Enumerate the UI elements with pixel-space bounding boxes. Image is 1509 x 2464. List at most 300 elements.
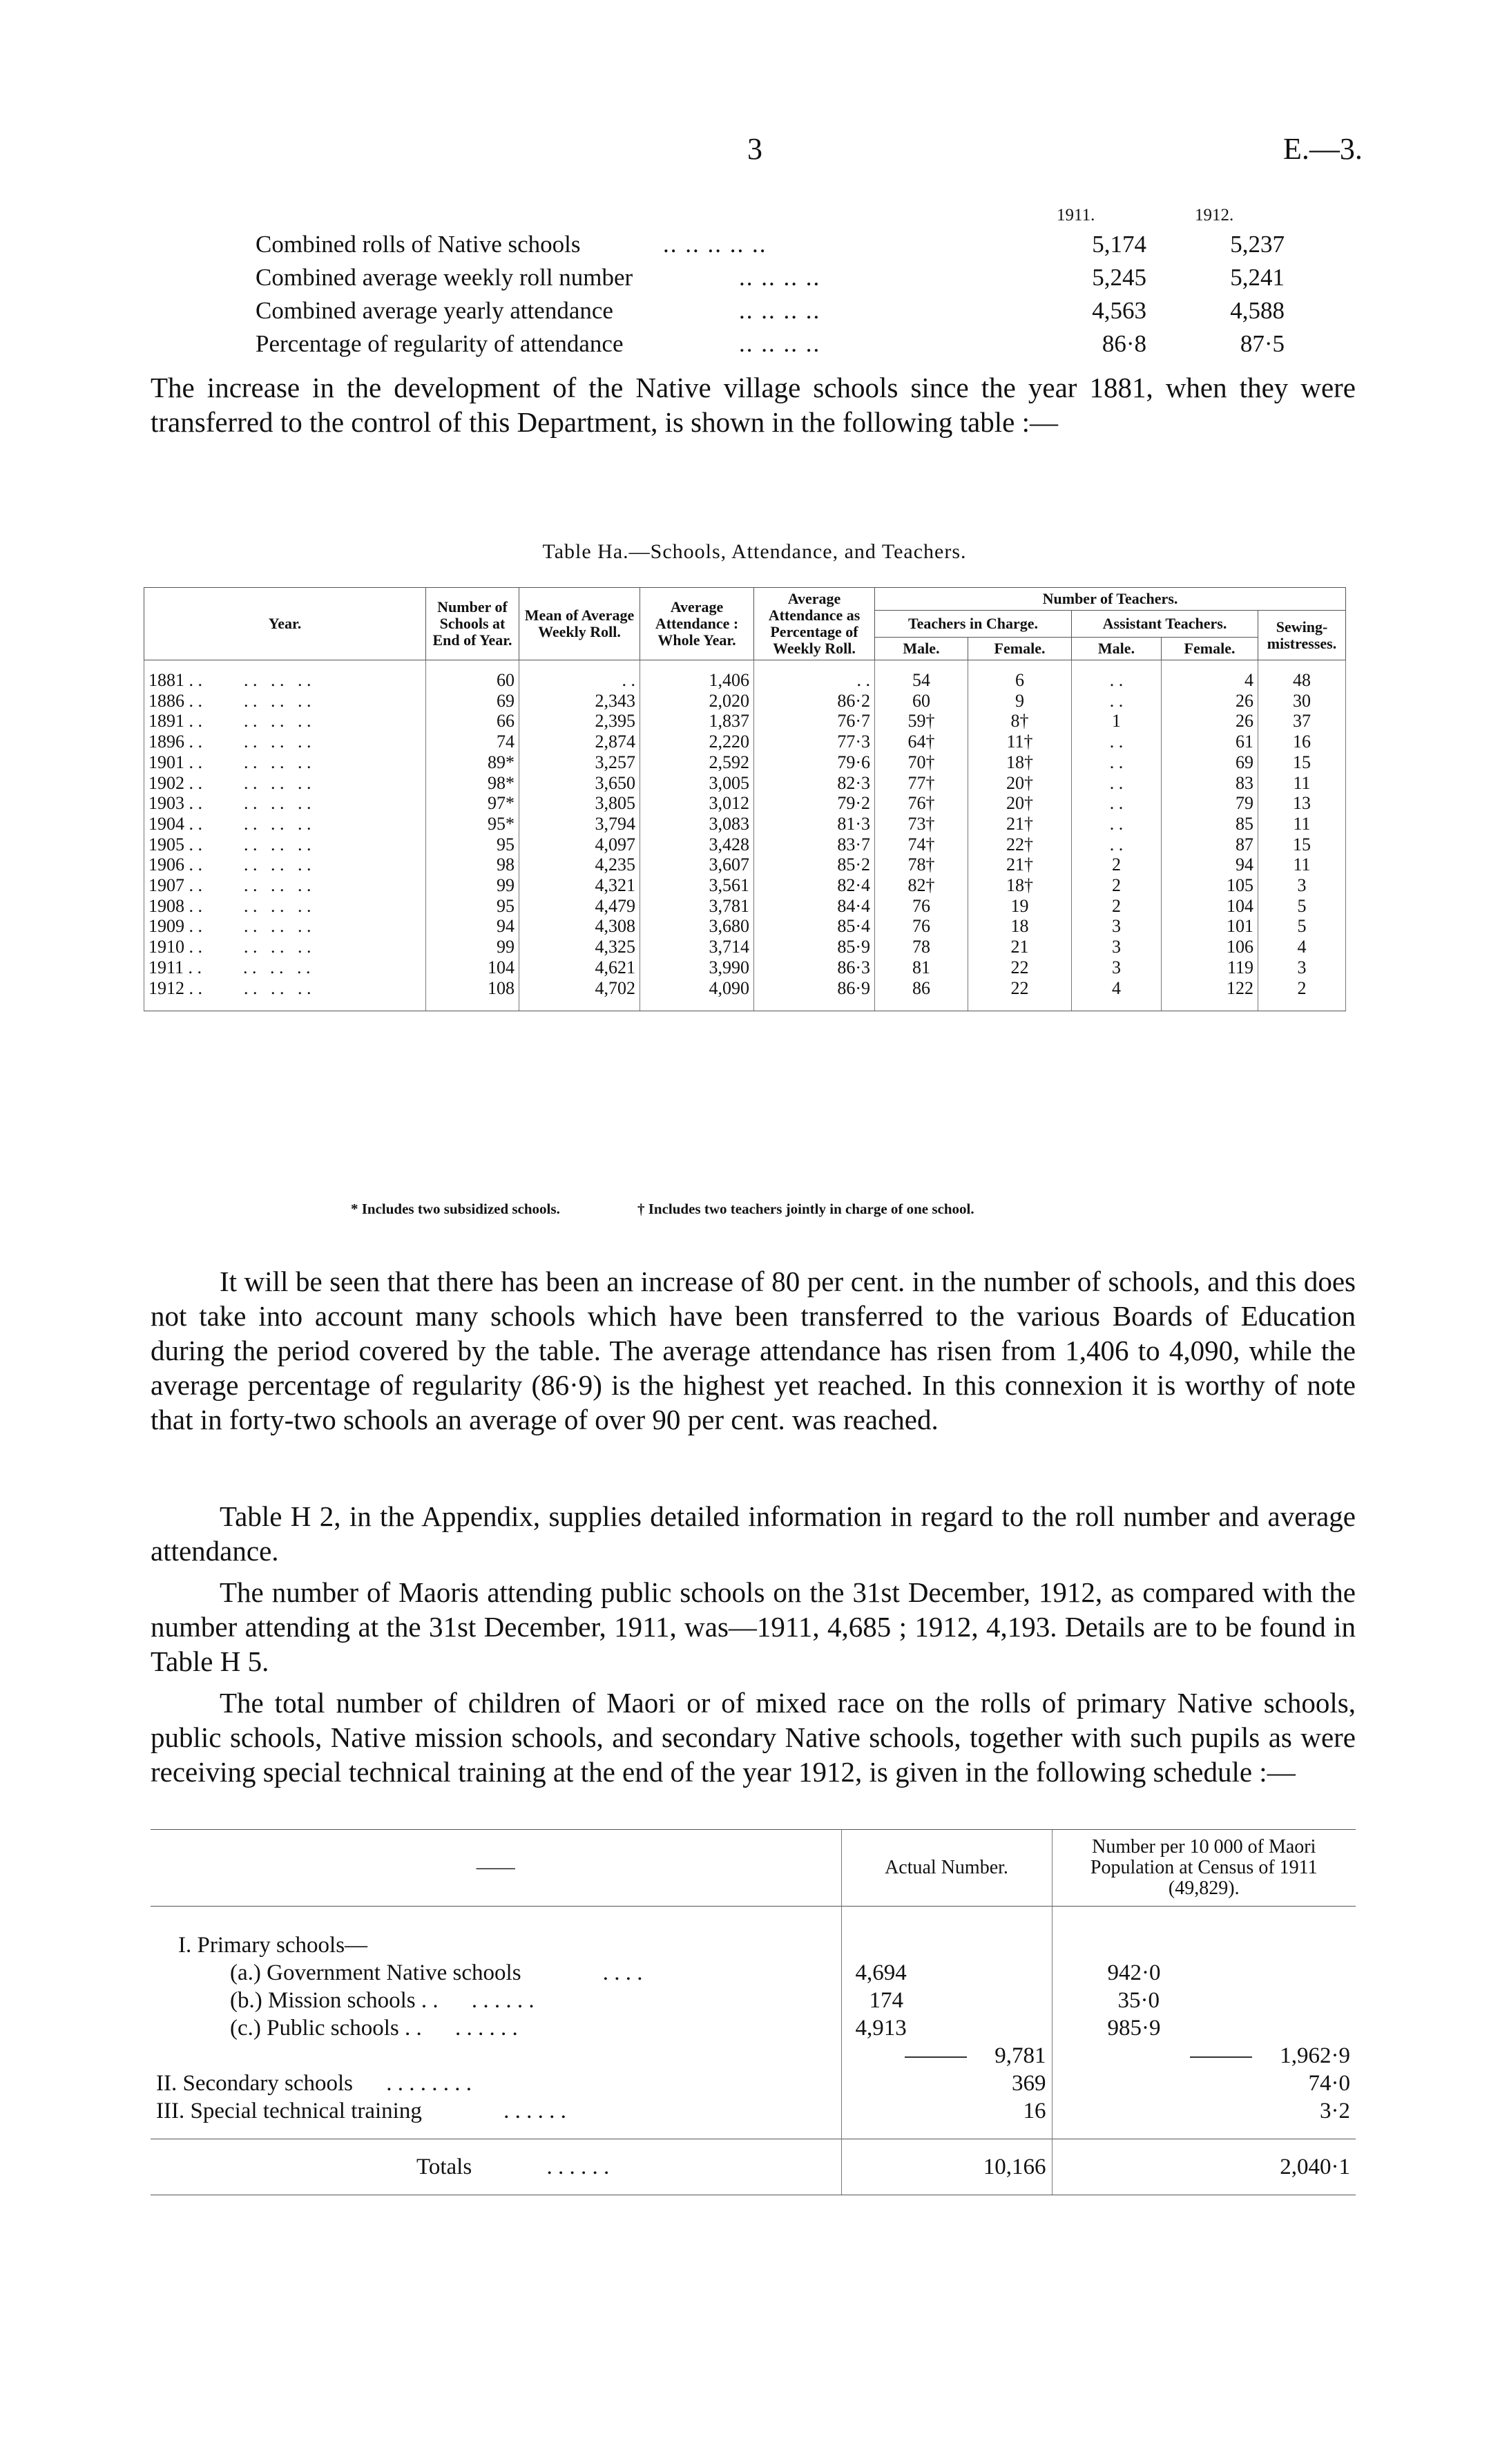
cell-schools: 98 — [426, 854, 519, 875]
summary-value-1912: 5,237 — [1230, 231, 1285, 258]
body-paragraph-3 — [151, 1575, 1356, 1679]
cell-percentage: 82·4 — [754, 875, 875, 896]
cell-sewing-mistresses: 4 — [1258, 937, 1346, 957]
cell-schools: 66 — [426, 711, 519, 732]
cell-year — [144, 875, 426, 896]
schedule-subtotal-per: 1,962·9 — [1280, 2043, 1350, 2068]
schedule-label: (b.) Mission schools . . — [230, 1988, 439, 2013]
cell-percentage: 83·7 — [754, 834, 875, 855]
cell-year — [144, 752, 426, 773]
summary-value-1911: 86·8 — [1102, 330, 1146, 357]
paragraph-text: It will be seen that there has been an increase of 80 per cent. in the number of schools, and this does not take into account many schools which have been transferred to the various Boards of Education during the period covered by the table. The average attendance has risen from 1,406 to 4,090, while the average percentage of regularity (86·9) is the highest yet reached. In this connexion it is worthy of note that in forty-two schools an average of over 90 per cent. was reached. — [151, 1266, 1356, 1435]
col-header-year: Year. — [144, 588, 426, 660]
schedule-per: 942·0 — [1052, 1959, 1356, 1987]
leader-dots: .. .. .. .. — [739, 330, 821, 357]
cell-percentage: 81·3 — [754, 814, 875, 834]
cell-mean-roll: 4,479 — [519, 896, 640, 917]
cell-in-charge-male: 74† — [875, 834, 968, 855]
col-header-male: Male. — [1072, 638, 1162, 660]
table-row — [144, 660, 1346, 691]
summary-value-1912: 87·5 — [1240, 330, 1285, 357]
leader-dots: . . . . . . — [244, 772, 311, 793]
leader-dots: .. .. .. .. .. — [663, 231, 767, 258]
cell-in-charge-male: 78† — [875, 854, 968, 875]
table-row — [144, 875, 1346, 896]
cell-mean-roll: 4,308 — [519, 916, 640, 937]
cell-mean-roll: 3,650 — [519, 773, 640, 794]
schedule-header-actual: Actual Number. — [841, 1830, 1052, 1907]
schedule-per: 3·2 — [1052, 2097, 1356, 2125]
cell-in-charge-male: 64† — [875, 732, 968, 752]
cell-sewing-mistresses: 48 — [1258, 660, 1346, 691]
cell-schools: 69 — [426, 691, 519, 711]
table-ha-body — [144, 660, 1346, 1011]
summary-value-1911: 5,245 — [1092, 264, 1146, 291]
col-header-teachers: Number of Teachers. — [875, 588, 1346, 611]
cell-year — [144, 691, 426, 711]
cell-schools: 108 — [426, 978, 519, 1011]
summary-header — [256, 200, 1278, 231]
cell-year — [144, 978, 426, 1011]
cell-mean-roll: . . — [519, 660, 640, 691]
cell-in-charge-female: 21† — [968, 854, 1072, 875]
cell-in-charge-female: 20† — [968, 773, 1072, 794]
cell-attendance: 1,406 — [640, 660, 754, 691]
leader-dots: .. .. .. .. — [739, 297, 821, 324]
cell-attendance: 3,083 — [640, 814, 754, 834]
intro-text: The increase in the development of the Native village schools since the year 1881, when they were transferred to the control of this Department, is shown in the following table :— — [151, 372, 1356, 438]
schedule-actual: 369 — [841, 2070, 1052, 2097]
schedule-label: II. Secondary schools — [156, 2071, 354, 2096]
col-header-percentage: Average Attendance as Percentage of Weekly Roll. — [754, 588, 875, 660]
cell-sewing-mistresses: 11 — [1258, 814, 1346, 834]
cell-mean-roll: 4,702 — [519, 978, 640, 1011]
year-label: 1902 . . — [148, 772, 202, 793]
schedule-actual: 174 — [841, 1987, 1052, 2014]
leader-dots: . . . . . . — [454, 2016, 518, 2041]
year-label: 1886 . . — [148, 690, 202, 711]
col-header-sewing: Sewing-mistresses. — [1258, 611, 1346, 660]
cell-year — [144, 957, 426, 978]
cell-year — [144, 834, 426, 855]
leader-dots: .. .. .. .. — [739, 264, 821, 291]
cell-assistant-male: 3 — [1072, 937, 1162, 957]
table-row — [144, 937, 1346, 957]
cell-in-charge-male: 70† — [875, 752, 968, 773]
cell-mean-roll: 2,343 — [519, 691, 640, 711]
cell-in-charge-female: 11† — [968, 732, 1072, 752]
summary-row — [256, 264, 1285, 297]
schedule-label: III. Special technical training — [156, 2099, 422, 2123]
cell-assistant-female: 85 — [1162, 814, 1258, 834]
cell-assistant-female: 26 — [1162, 691, 1258, 711]
year-label: 1910 . . — [148, 937, 202, 957]
schedule-table — [151, 1829, 1356, 2195]
cell-schools: 95 — [426, 896, 519, 917]
paragraph-text: Table H 2, in the Appendix, supplies detailed information in regard to the roll number and average attendance. — [151, 1500, 1356, 1567]
cell-attendance: 1,837 — [640, 711, 754, 732]
schedule-totals-actual: 10,166 — [841, 2139, 1052, 2195]
leader-dots: . . . . . . — [503, 2099, 566, 2123]
schedule-actual: 4,913 — [841, 2014, 1052, 2042]
cell-assistant-female: 101 — [1162, 916, 1258, 937]
cell-in-charge-female: 9 — [968, 691, 1072, 711]
cell-year — [144, 814, 426, 834]
cell-in-charge-female: 22 — [968, 978, 1072, 1011]
page-number: 3 — [747, 132, 762, 166]
schedule-label: (c.) Public schools . . — [230, 2016, 422, 2041]
leader-dots: . . . . . . — [244, 895, 311, 916]
body-paragraph-1 — [151, 1264, 1356, 1437]
summary-value-1912: 4,588 — [1230, 297, 1285, 324]
cell-assistant-male: . . — [1072, 814, 1162, 834]
cell-mean-roll: 3,257 — [519, 752, 640, 773]
cell-year — [144, 773, 426, 794]
schedule-totals-per: 2,040·1 — [1052, 2139, 1356, 2195]
table-row — [144, 814, 1346, 834]
cell-in-charge-female: 21 — [968, 937, 1072, 957]
cell-schools: 60 — [426, 660, 519, 691]
leader-dots: . . . . . . — [244, 916, 311, 937]
cell-attendance: 2,592 — [640, 752, 754, 773]
cell-mean-roll: 3,805 — [519, 793, 640, 814]
body-paragraph-4 — [151, 1685, 1356, 1789]
cell-schools: 104 — [426, 957, 519, 978]
table-row — [144, 711, 1346, 732]
summary-label: Combined average yearly attendance — [256, 297, 613, 324]
year-label: 1901 . . — [148, 752, 202, 772]
cell-in-charge-female: 19 — [968, 896, 1072, 917]
year-label: 1904 . . — [148, 813, 202, 834]
schedule-row — [151, 2097, 1356, 2125]
cell-assistant-male: . . — [1072, 773, 1162, 794]
year-label: 1909 . . — [148, 916, 202, 937]
year-label: 1905 . . — [148, 834, 202, 854]
cell-sewing-mistresses: 15 — [1258, 834, 1346, 855]
body-paragraph-2 — [151, 1499, 1356, 1568]
cell-schools: 98* — [426, 773, 519, 794]
col-header-female: Female. — [1162, 638, 1258, 660]
year-label: 1911 . . — [148, 957, 202, 977]
schedule-row — [151, 2070, 1356, 2097]
leader-dots: . . . . . . — [243, 957, 311, 977]
cell-assistant-female: 94 — [1162, 854, 1258, 875]
cell-in-charge-female: 18 — [968, 916, 1072, 937]
summary-value-1911: 4,563 — [1092, 297, 1146, 324]
cell-sewing-mistresses: 11 — [1258, 773, 1346, 794]
cell-schools: 94 — [426, 916, 519, 937]
col-header-male: Male. — [875, 638, 968, 660]
rule-dash — [1190, 2056, 1252, 2058]
cell-year — [144, 854, 426, 875]
schedule-header-blank: —— — [151, 1830, 841, 1907]
schedule-per: 985·9 — [1052, 2014, 1356, 2042]
col-header-in-charge: Teachers in Charge. — [875, 611, 1072, 638]
table-ha-caption: Table Ha.—Schools, Attendance, and Teachers. — [542, 540, 967, 563]
schedule-actual: 4,694 — [841, 1959, 1052, 1987]
cell-in-charge-male: 59† — [875, 711, 968, 732]
cell-assistant-male: . . — [1072, 732, 1162, 752]
summary-value-1912: 5,241 — [1230, 264, 1285, 291]
cell-attendance: 4,090 — [640, 978, 754, 1011]
cell-percentage: 86·3 — [754, 957, 875, 978]
rule-dash — [905, 2056, 967, 2058]
leader-dots: . . . . . . — [471, 1988, 535, 2013]
cell-schools: 97* — [426, 793, 519, 814]
schedule-row — [151, 2014, 1356, 2042]
cell-sewing-mistresses: 5 — [1258, 916, 1346, 937]
cell-assistant-female: 105 — [1162, 875, 1258, 896]
schedule-section-label: I. Primary schools— — [178, 1933, 368, 1958]
year-label: 1903 . . — [148, 793, 202, 814]
cell-mean-roll: 2,874 — [519, 732, 640, 752]
cell-percentage: 82·3 — [754, 773, 875, 794]
document-code: E.—3. — [1283, 132, 1363, 166]
intro-paragraph — [151, 370, 1356, 439]
cell-schools: 99 — [426, 937, 519, 957]
cell-percentage: 77·3 — [754, 732, 875, 752]
table-row — [144, 854, 1346, 875]
cell-attendance: 3,561 — [640, 875, 754, 896]
cell-percentage: . . — [754, 660, 875, 691]
cell-assistant-male: . . — [1072, 793, 1162, 814]
cell-assistant-male: 2 — [1072, 854, 1162, 875]
cell-attendance: 2,220 — [640, 732, 754, 752]
table-row — [144, 691, 1346, 711]
cell-percentage: 85·4 — [754, 916, 875, 937]
cell-assistant-male: 4 — [1072, 978, 1162, 1011]
summary-label: Combined rolls of Native schools — [256, 231, 581, 258]
leader-dots: . . . . . . — [244, 793, 311, 814]
summary-year-1912: 1912. — [1195, 206, 1234, 225]
table-row — [144, 793, 1346, 814]
table-ha — [144, 587, 1345, 1011]
footnote-dagger: † Includes two teachers jointly in charge of one school. — [637, 1201, 974, 1217]
cell-mean-roll: 4,235 — [519, 854, 640, 875]
cell-schools: 89* — [426, 752, 519, 773]
table-row — [144, 978, 1346, 1011]
cell-mean-roll: 4,097 — [519, 834, 640, 855]
summary-label: Combined average weekly roll number — [256, 264, 633, 291]
col-header-female: Female. — [968, 638, 1072, 660]
leader-dots: . . . . . . — [546, 2154, 610, 2179]
col-header-assistant: Assistant Teachers. — [1072, 611, 1258, 638]
schedule-row — [151, 1987, 1356, 2014]
summary-table — [256, 200, 1285, 363]
cell-sewing-mistresses: 11 — [1258, 854, 1346, 875]
cell-in-charge-male: 76† — [875, 793, 968, 814]
leader-dots: . . . . . . — [244, 977, 311, 998]
summary-value-1911: 5,174 — [1092, 231, 1146, 258]
cell-mean-roll: 4,325 — [519, 937, 640, 957]
cell-year — [144, 937, 426, 957]
cell-assistant-female: 69 — [1162, 752, 1258, 773]
leader-dots: . . . . . . — [244, 670, 311, 690]
cell-schools: 74 — [426, 732, 519, 752]
cell-in-charge-male: 60 — [875, 691, 968, 711]
schedule-subtotal-actual: 9,781 — [994, 2043, 1046, 2068]
cell-attendance: 3,607 — [640, 854, 754, 875]
cell-in-charge-male: 54 — [875, 660, 968, 691]
cell-in-charge-male: 77† — [875, 773, 968, 794]
cell-percentage: 86·9 — [754, 978, 875, 1011]
leader-dots: . . . . . . — [244, 937, 311, 957]
page-header — [0, 131, 1509, 173]
cell-percentage: 85·9 — [754, 937, 875, 957]
table-row — [144, 834, 1346, 855]
cell-attendance: 3,005 — [640, 773, 754, 794]
leader-dots: . . . . — [602, 1960, 643, 1985]
cell-schools: 95* — [426, 814, 519, 834]
leader-dots: . . . . . . — [244, 732, 311, 752]
table-row — [144, 896, 1346, 917]
schedule-totals-label: Totals — [416, 2154, 472, 2179]
cell-assistant-male: . . — [1072, 660, 1162, 691]
cell-assistant-female: 87 — [1162, 834, 1258, 855]
schedule-totals-row — [151, 2139, 1356, 2195]
cell-in-charge-male: 73† — [875, 814, 968, 834]
cell-in-charge-male: 78 — [875, 937, 968, 957]
cell-assistant-male: . . — [1072, 752, 1162, 773]
schedule-row — [151, 1959, 1356, 1987]
cell-assistant-female: 83 — [1162, 773, 1258, 794]
cell-in-charge-female: 20† — [968, 793, 1072, 814]
footnote-star: * Includes two subsidized schools. — [351, 1201, 560, 1217]
cell-in-charge-female: 22 — [968, 957, 1072, 978]
cell-assistant-male: 3 — [1072, 957, 1162, 978]
leader-dots: . . . . . . — [244, 875, 311, 896]
year-label: 1908 . . — [148, 895, 202, 916]
cell-assistant-male: 2 — [1072, 875, 1162, 896]
summary-label: Percentage of regularity of attendance — [256, 330, 624, 357]
cell-in-charge-female: 8† — [968, 711, 1072, 732]
year-label: 1906 . . — [148, 854, 202, 875]
cell-attendance: 2,020 — [640, 691, 754, 711]
cell-assistant-female: 119 — [1162, 957, 1258, 978]
cell-mean-roll: 2,395 — [519, 711, 640, 732]
table-row — [144, 916, 1346, 937]
cell-in-charge-female: 22† — [968, 834, 1072, 855]
cell-assistant-female: 106 — [1162, 937, 1258, 957]
cell-year — [144, 711, 426, 732]
col-header-mean-roll: Mean of Average Weekly Roll. — [519, 588, 640, 660]
cell-in-charge-male: 86 — [875, 978, 968, 1011]
cell-assistant-female: 4 — [1162, 660, 1258, 691]
cell-in-charge-male: 81 — [875, 957, 968, 978]
cell-attendance: 3,428 — [640, 834, 754, 855]
cell-in-charge-female: 21† — [968, 814, 1072, 834]
paragraph-text: The total number of children of Maori or of mixed race on the rolls of primary Native schools, public schools, Native mission schools, and secondary Native schools, together with such pupils as were receiving special technical training at the end of the year 1912, is given in the following schedule :— — [151, 1687, 1356, 1788]
cell-assistant-male: 1 — [1072, 711, 1162, 732]
schedule-actual: 16 — [841, 2097, 1052, 2125]
cell-mean-roll: 4,321 — [519, 875, 640, 896]
cell-year — [144, 916, 426, 937]
cell-in-charge-male: 82† — [875, 875, 968, 896]
summary-year-1911: 1911. — [1057, 206, 1095, 225]
year-label: 1896 . . — [148, 732, 202, 752]
table-row — [144, 957, 1346, 978]
leader-dots: . . . . . . — [244, 711, 311, 732]
schedule-per: 35·0 — [1052, 1987, 1356, 2014]
cell-year — [144, 732, 426, 752]
cell-in-charge-female: 18† — [968, 875, 1072, 896]
cell-attendance: 3,781 — [640, 896, 754, 917]
paragraph-text: The number of Maoris attending public schools on the 31st December, 1912, as compared with the number attending at the 31st December, 1911, was—1911, 4,685 ; 1912, 4,193. Details are to be found in Table H 5. — [151, 1576, 1356, 1677]
table-row — [144, 732, 1346, 752]
col-header-attendance: Average Attendance : Whole Year. — [640, 588, 754, 660]
cell-assistant-male: . . — [1072, 691, 1162, 711]
summary-row — [256, 297, 1285, 330]
cell-percentage: 79·6 — [754, 752, 875, 773]
cell-sewing-mistresses: 30 — [1258, 691, 1346, 711]
cell-percentage: 85·2 — [754, 854, 875, 875]
year-label: 1912 . . — [148, 977, 202, 998]
table-row — [144, 773, 1346, 794]
leader-dots: . . . . . . — [244, 854, 311, 875]
cell-attendance: 3,012 — [640, 793, 754, 814]
leader-dots: . . . . . . — [244, 752, 311, 772]
cell-assistant-male: . . — [1072, 834, 1162, 855]
cell-sewing-mistresses: 13 — [1258, 793, 1346, 814]
cell-sewing-mistresses: 3 — [1258, 957, 1346, 978]
cell-percentage: 79·2 — [754, 793, 875, 814]
cell-sewing-mistresses: 3 — [1258, 875, 1346, 896]
cell-sewing-mistresses: 15 — [1258, 752, 1346, 773]
cell-mean-roll: 3,794 — [519, 814, 640, 834]
year-label: 1881 . . — [148, 670, 202, 690]
cell-percentage: 84·4 — [754, 896, 875, 917]
cell-assistant-male: 3 — [1072, 916, 1162, 937]
schedule-label: (a.) Government Native schools — [230, 1960, 521, 1985]
cell-schools: 99 — [426, 875, 519, 896]
cell-in-charge-male: 76 — [875, 896, 968, 917]
year-label: 1907 . . — [148, 875, 202, 896]
cell-year — [144, 660, 426, 691]
cell-in-charge-male: 76 — [875, 916, 968, 937]
leader-dots: . . . . . . — [244, 834, 311, 854]
cell-assistant-female: 61 — [1162, 732, 1258, 752]
cell-sewing-mistresses: 2 — [1258, 978, 1346, 1011]
cell-sewing-mistresses: 5 — [1258, 896, 1346, 917]
summary-row — [256, 330, 1285, 363]
cell-attendance: 3,990 — [640, 957, 754, 978]
leader-dots: . . . . . . — [244, 813, 311, 834]
schedule-header-per-10000: Number per 10 000 of Maori Population at Census of 1911 (49,829). — [1052, 1830, 1356, 1907]
cell-attendance: 3,714 — [640, 937, 754, 957]
cell-mean-roll: 4,621 — [519, 957, 640, 978]
table-row — [144, 752, 1346, 773]
cell-assistant-female: 104 — [1162, 896, 1258, 917]
cell-assistant-male: 2 — [1072, 896, 1162, 917]
schedule-section-row — [151, 1907, 1356, 1960]
cell-year — [144, 793, 426, 814]
col-header-schools: Number of Schools at End of Year. — [426, 588, 519, 660]
year-label: 1891 . . — [148, 711, 202, 732]
cell-sewing-mistresses: 16 — [1258, 732, 1346, 752]
summary-row — [256, 231, 1285, 264]
cell-assistant-female: 79 — [1162, 793, 1258, 814]
schedule-per: 74·0 — [1052, 2070, 1356, 2097]
cell-in-charge-female: 6 — [968, 660, 1072, 691]
cell-year — [144, 896, 426, 917]
schedule-subtotal-row — [151, 2042, 1356, 2070]
cell-sewing-mistresses: 37 — [1258, 711, 1346, 732]
cell-schools: 95 — [426, 834, 519, 855]
leader-dots: . . . . . . . . — [386, 2071, 472, 2096]
cell-in-charge-female: 18† — [968, 752, 1072, 773]
cell-percentage: 86·2 — [754, 691, 875, 711]
leader-dots: . . . . . . — [244, 690, 311, 711]
